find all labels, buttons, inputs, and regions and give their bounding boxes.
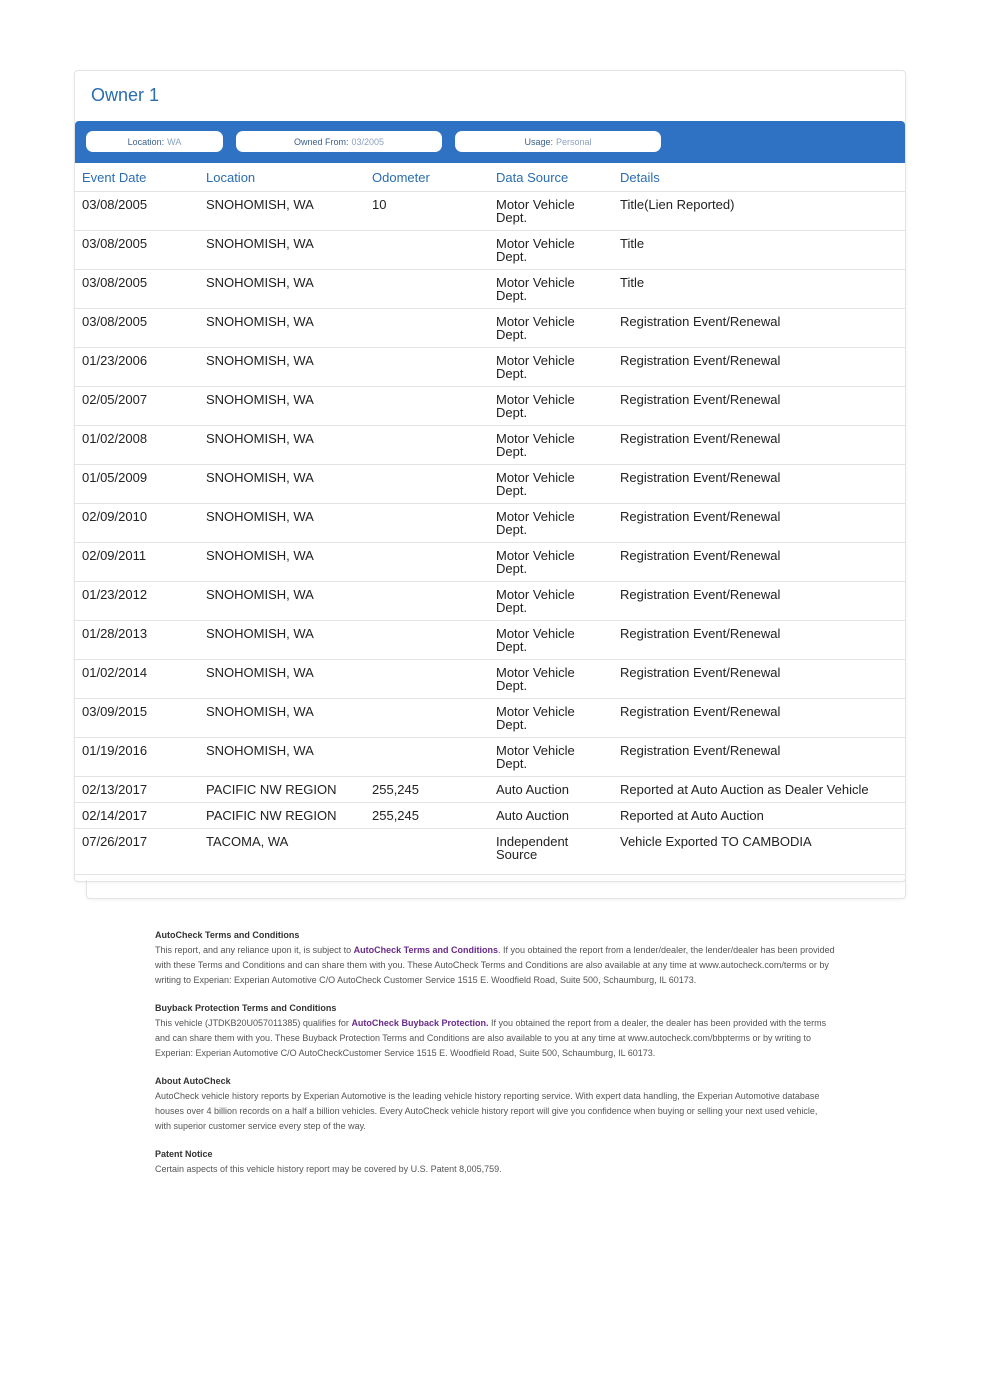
card-shadow-edge	[86, 880, 906, 899]
cell-event-date: 01/02/2014	[82, 665, 148, 680]
cell-odometer	[365, 510, 489, 542]
cell-event-date: 02/13/2017	[82, 782, 148, 797]
terms-section	[155, 928, 835, 1190]
cell-odometer	[365, 432, 489, 464]
cell-odometer	[365, 666, 489, 698]
cell-event-date: 02/09/2011	[82, 548, 147, 563]
cell-location: SNOHOMISH, WA	[206, 743, 314, 758]
cell-event-date: 02/14/2017	[82, 808, 148, 823]
cell-data-source: Motor Vehicle Dept.	[496, 587, 575, 615]
cell-details: Registration Event/Renewal	[620, 743, 781, 758]
cell-event-date: 02/05/2007	[82, 392, 148, 407]
table-row	[75, 660, 905, 699]
table-row	[75, 465, 905, 504]
cell-details: Reported at Auto Auction	[620, 808, 764, 823]
cell-event-date: 03/08/2005	[82, 314, 148, 329]
cell-odometer	[365, 471, 489, 503]
cell-event-date: 02/09/2010	[82, 509, 148, 524]
cell-data-source: Motor Vehicle Dept.	[496, 665, 575, 693]
cell-odometer	[365, 588, 489, 620]
owner-title: Owner 1	[91, 85, 160, 105]
header-location: Location	[206, 169, 256, 185]
cell-data-source: Motor Vehicle Dept.	[496, 353, 575, 381]
cell-data-source: Motor Vehicle Dept.	[496, 509, 575, 537]
cell-location: SNOHOMISH, WA	[206, 626, 314, 641]
cell-details: Registration Event/Renewal	[620, 509, 781, 524]
cell-odometer	[365, 354, 489, 386]
about-autocheck	[155, 1074, 835, 1134]
cell-event-date: 01/23/2012	[82, 587, 148, 602]
owner-summary-band	[75, 121, 905, 163]
cell-data-source: Motor Vehicle Dept.	[496, 275, 575, 303]
owner-card	[74, 70, 906, 882]
cell-location: SNOHOMISH, WA	[206, 587, 314, 602]
cell-details: Registration Event/Renewal	[620, 314, 781, 329]
location-pill-label: Location:	[127, 136, 165, 147]
cell-data-source: Independent Source	[496, 834, 569, 862]
cell-details: Title	[620, 275, 645, 290]
cell-data-source: Motor Vehicle Dept.	[496, 704, 575, 732]
cell-odometer: 255,245	[372, 808, 419, 823]
patent-notice-heading: Patent Notice	[155, 1149, 213, 1159]
buyback-terms-heading: Buyback Protection Terms and Conditions	[155, 1003, 337, 1013]
cell-data-source: Motor Vehicle Dept.	[496, 431, 575, 459]
cell-details: Registration Event/Renewal	[620, 470, 781, 485]
cell-data-source: Motor Vehicle Dept.	[496, 743, 575, 771]
cell-data-source: Motor Vehicle Dept.	[496, 548, 575, 576]
table-header	[75, 163, 905, 192]
cell-data-source: Motor Vehicle Dept.	[496, 314, 575, 342]
cell-odometer	[365, 549, 489, 581]
autocheck-terms	[155, 928, 835, 988]
cell-odometer	[365, 237, 489, 269]
about-autocheck-body: AutoCheck vehicle history reports by Experian Automotive is the leading vehicle history reporting service. With expert data handling, the Experian Automotive database houses over 4 billion records on a half a billion vehicles. Every AutoCheck vehicle history report will give you confidence when buying or selling your next used vehicle, with superior customer service every step of the way.	[155, 1091, 820, 1131]
cell-event-date: 01/19/2016	[82, 743, 148, 758]
cell-location: SNOHOMISH, WA	[206, 665, 314, 680]
cell-odometer	[365, 705, 489, 737]
cell-location: SNOHOMISH, WA	[206, 236, 314, 251]
cell-data-source: Motor Vehicle Dept.	[496, 197, 575, 225]
cell-data-source: Motor Vehicle Dept.	[496, 626, 575, 654]
table-row	[75, 270, 905, 309]
patent-notice	[155, 1147, 835, 1177]
owned-from-pill-value: 03/2005	[351, 136, 385, 147]
buyback-terms-post: If you obtained the report from a dealer, the dealer has been provided with the terms and can share them with you. These Buyback Protection Terms and Conditions are also available to you at any time at www.autocheck.com/bbpterms or by writing to Experian: Experian Automotive C/O AutoCheckCustomer Service 1515 E. Woodfield Road, Suite 500, Schaumburg, IL 60173.	[155, 1018, 827, 1058]
cell-location: SNOHOMISH, WA	[206, 431, 314, 446]
header-odometer: Odometer	[372, 169, 430, 185]
cell-location: SNOHOMISH, WA	[206, 470, 314, 485]
cell-location: SNOHOMISH, WA	[206, 509, 314, 524]
cell-event-date: 01/05/2009	[82, 470, 148, 485]
table-row	[75, 803, 905, 829]
table-row	[75, 738, 905, 777]
buyback-terms-body	[155, 1016, 835, 1061]
about-autocheck-heading: About AutoCheck	[155, 1076, 231, 1086]
cell-details: Registration Event/Renewal	[620, 704, 781, 719]
buyback-terms	[155, 1001, 835, 1061]
header-data-source: Data Source	[496, 169, 569, 185]
cell-event-date: 01/28/2013	[82, 626, 148, 641]
buyback-terms-pre: This vehicle (JTDKB20U057011385) qualifies for	[155, 1018, 352, 1028]
cell-location: SNOHOMISH, WA	[206, 392, 314, 407]
cell-data-source: Motor Vehicle Dept.	[496, 236, 575, 264]
autocheck-terms-link[interactable]: AutoCheck Terms and Conditions	[353, 945, 498, 955]
cell-details: Vehicle Exported TO CAMBODIA	[620, 834, 812, 849]
history-table	[75, 163, 905, 875]
cell-odometer	[365, 393, 489, 425]
autocheck-terms-post: . If you obtained the report from a lender/dealer, the lender/dealer has been provided with these Terms and Conditions and can share them with you. These AutoCheck Terms and Conditions are also available at any time at www.autocheck.com/terms or by writing to Experian: Experian Automotive C/O AutoCheck Customer Service 1515 E. Woodfield Road, Suite 500, Schaumburg, IL 60173.	[155, 945, 835, 985]
autocheck-terms-body	[155, 943, 835, 988]
autocheck-terms-pre: This report, and any reliance upon it, is subject to	[155, 945, 354, 955]
cell-location: TACOMA, WA	[206, 834, 289, 849]
cell-location: SNOHOMISH, WA	[206, 704, 314, 719]
table-row	[75, 504, 905, 543]
table-row	[75, 309, 905, 348]
table-row	[75, 699, 905, 738]
table-row	[75, 348, 905, 387]
table-row	[75, 829, 905, 875]
cell-location: SNOHOMISH, WA	[206, 314, 314, 329]
cell-odometer: 10	[372, 197, 387, 212]
cell-data-source: Motor Vehicle Dept.	[496, 470, 575, 498]
owned-from-pill-label: Owned From:	[293, 136, 349, 147]
cell-data-source: Auto Auction	[496, 808, 569, 823]
cell-details: Registration Event/Renewal	[620, 548, 781, 563]
table-row	[75, 231, 905, 270]
cell-location: PACIFIC NW REGION	[206, 782, 337, 797]
cell-location: SNOHOMISH, WA	[206, 197, 314, 212]
header-details: Details	[620, 169, 660, 185]
cell-odometer	[365, 744, 489, 776]
usage-pill-label: Usage:	[524, 136, 553, 147]
cell-event-date: 01/02/2008	[82, 431, 148, 446]
cell-details: Registration Event/Renewal	[620, 353, 781, 368]
cell-location: SNOHOMISH, WA	[206, 548, 314, 563]
cell-details: Registration Event/Renewal	[620, 587, 781, 602]
cell-data-source: Auto Auction	[496, 782, 569, 797]
table-row	[75, 192, 905, 231]
usage-pill	[455, 131, 661, 152]
cell-location: PACIFIC NW REGION	[206, 808, 337, 823]
cell-odometer	[365, 627, 489, 659]
table-row	[75, 582, 905, 621]
cell-data-source: Motor Vehicle Dept.	[496, 392, 575, 420]
table-body	[75, 192, 905, 875]
table-row	[75, 621, 905, 660]
cell-event-date: 07/26/2017	[82, 834, 148, 849]
owned-from-pill	[236, 131, 442, 152]
cell-details: Title(Lien Reported)	[620, 197, 735, 212]
cell-odometer: 255,245	[372, 782, 419, 797]
cell-details: Registration Event/Renewal	[620, 392, 781, 407]
cell-event-date: 01/23/2006	[82, 353, 148, 368]
cell-odometer	[365, 835, 489, 874]
cell-event-date: 03/08/2005	[82, 236, 148, 251]
cell-odometer	[365, 276, 489, 308]
table-row	[75, 426, 905, 465]
usage-pill-value: Personal	[556, 136, 592, 147]
header-event-date: Event Date	[82, 169, 147, 185]
cell-details: Registration Event/Renewal	[620, 665, 781, 680]
cell-event-date: 03/08/2005	[82, 197, 148, 212]
table-row	[75, 777, 905, 803]
buyback-terms-link[interactable]: AutoCheck Buyback Protection.	[351, 1018, 489, 1028]
table-row	[75, 387, 905, 426]
patent-notice-body: Certain aspects of this vehicle history report may be covered by U.S. Patent 8,005,759.	[155, 1164, 502, 1174]
cell-details: Registration Event/Renewal	[620, 626, 781, 641]
location-pill	[86, 131, 223, 152]
table-row	[75, 543, 905, 582]
cell-details: Reported at Auto Auction as Dealer Vehicle	[620, 782, 869, 797]
cell-odometer	[365, 315, 489, 347]
autocheck-terms-heading: AutoCheck Terms and Conditions	[155, 930, 300, 940]
cell-location: SNOHOMISH, WA	[206, 275, 314, 290]
cell-details: Title	[620, 236, 645, 251]
cell-event-date: 03/08/2005	[82, 275, 148, 290]
cell-details: Registration Event/Renewal	[620, 431, 781, 446]
cell-location: SNOHOMISH, WA	[206, 353, 314, 368]
location-pill-value: WA	[167, 136, 182, 147]
cell-event-date: 03/09/2015	[82, 704, 148, 719]
